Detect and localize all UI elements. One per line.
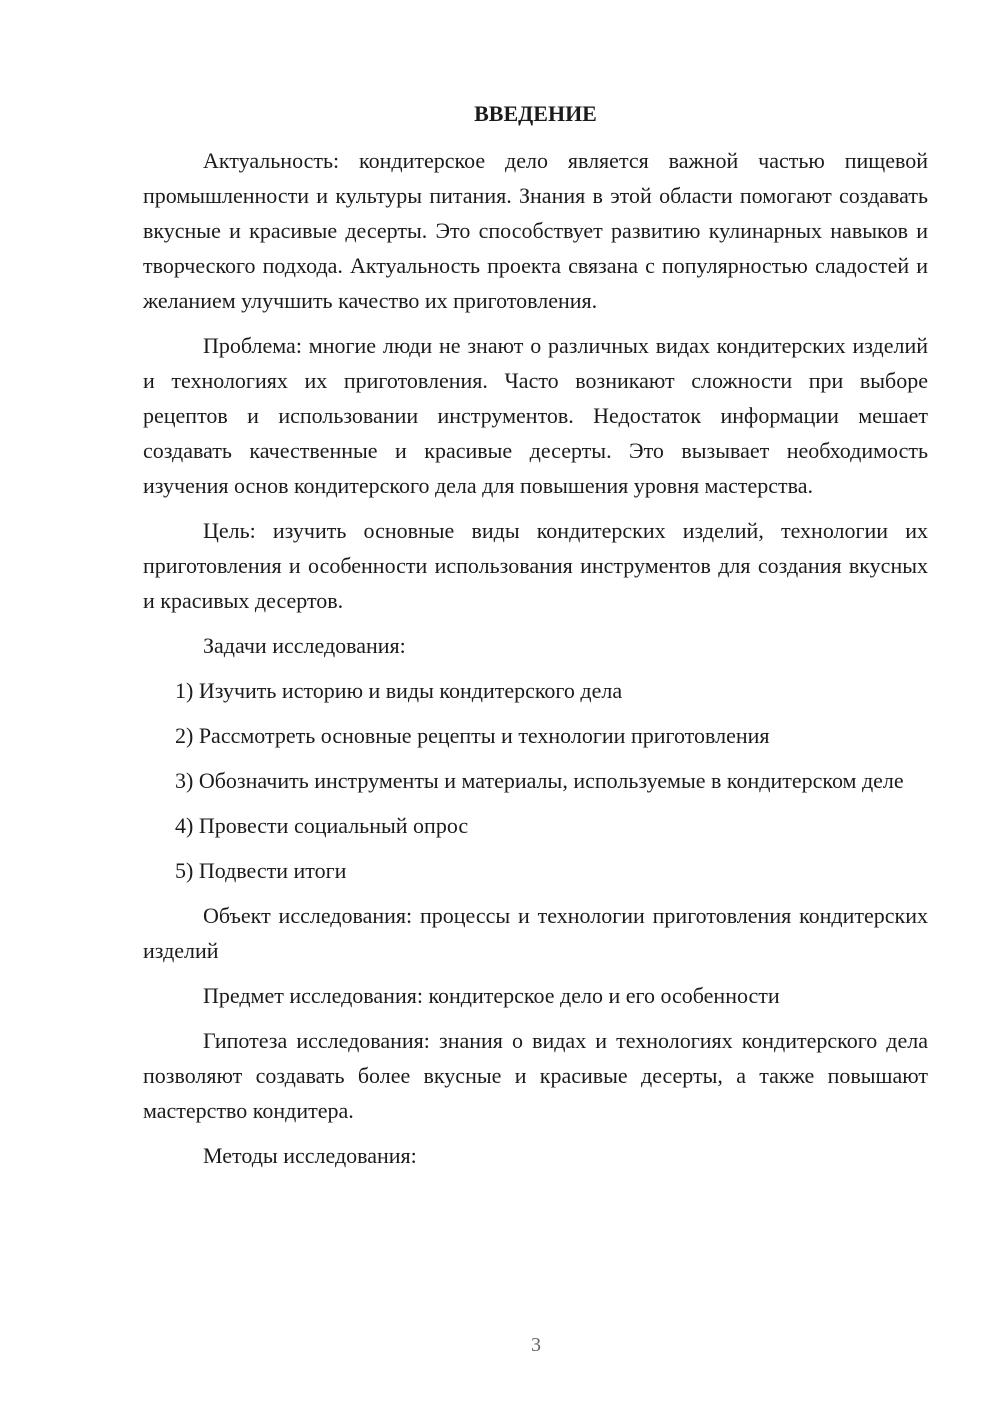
document-body bbox=[143, 96, 928, 1183]
task-item-3: 3) Обозначить инструменты и материалы, используемые в кондитерском деле bbox=[175, 768, 904, 793]
paragraph-object: Объект исследования: процессы и технологии приготовления кондитерских изделий bbox=[143, 903, 928, 963]
paragraph-subject: Предмет исследования: кондитерское дело и его особенности bbox=[203, 983, 780, 1008]
paragraph-methods: Методы исследования: bbox=[203, 1143, 417, 1168]
paragraph-tasks-heading: Задачи исследования: bbox=[203, 633, 406, 658]
paragraph-hypothesis: Гипотеза исследования: знания о видах и технологиях кондитерского дела позволяют создавать более вкусные и красивые десерты, а также повышают мастерство кондитера. bbox=[143, 1028, 928, 1123]
paragraph-problem: Проблема: многие люди не знают о различных видах кондитерских изделий и технологиях их приготовления. Часто возникают сложности при выборе рецептов и использовании инструментов. Недостаток информации мешает создавать качественные и красивые десерты. Это вызывает необходимость изучения основ кондитерского дела для повышения уровня мастерства. bbox=[143, 333, 928, 498]
page-title: ВВЕДЕНИЕ bbox=[474, 101, 597, 126]
paragraph-relevance: Актуальность: кондитерское дело является важной частью пищевой промышленности и культуры питания. Знания в этой области помогают создавать вкусные и красивые десерты. Это способствует развитию кулинарных навыков и творческого подхода. Актуальность проекта связана с популярностью сладостей и желанием улучшить качество их приготовления. bbox=[143, 148, 928, 313]
paragraph-goal: Цель: изучить основные виды кондитерских изделий, технологии их приготовления и особенности использования инструментов для создания вкусных и красивых десертов. bbox=[143, 518, 928, 613]
task-item-4: 4) Провести социальный опрос bbox=[175, 813, 469, 838]
page-number: 3 bbox=[531, 1334, 541, 1356]
task-item-1: 1) Изучить историю и виды кондитерского дела bbox=[175, 678, 623, 703]
task-item-2: 2) Рассмотреть основные рецепты и технологии приготовления bbox=[175, 723, 770, 748]
task-item-5: 5) Подвести итоги bbox=[175, 858, 347, 883]
